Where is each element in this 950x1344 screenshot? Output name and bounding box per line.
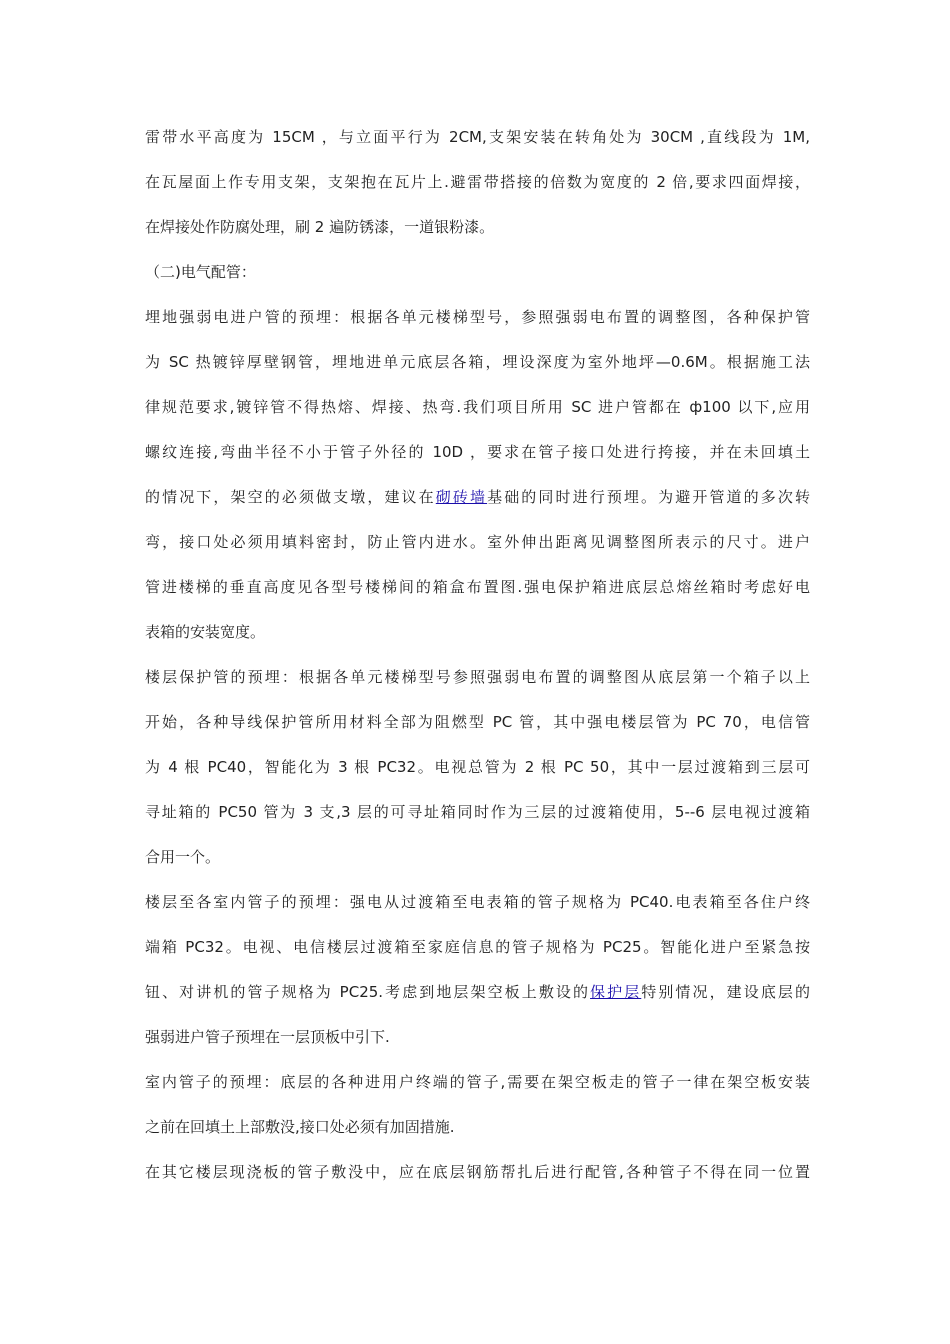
text-line: 楼层保护管的预埋：根据各单元楼梯型号参照强弱电布置的调整图从底层第一个箱子以上 bbox=[145, 668, 810, 686]
text-line: 为 4 根 PC40，智能化为 3 根 PC32。电视总管为 2 根 PC 50，其中一层过渡箱到三层可 bbox=[145, 758, 810, 776]
text-line: 在瓦屋面上作专用支架，支架抱在瓦片上.避雷带搭接的倍数为宽度的 2 倍,要求四面焊接， bbox=[145, 173, 810, 191]
text-line: 埋地强弱电进户管的预埋：根据各单元楼梯型号，参照强弱电布置的调整图，各种保护管 bbox=[145, 308, 810, 326]
text-line bbox=[145, 977, 810, 1007]
text-segment: 特别情况，建设底层的 bbox=[641, 983, 810, 1001]
text-line: 合用一个。 bbox=[145, 848, 221, 866]
text-segment: 基础的同时进行预埋。为避开管道的多次转 bbox=[487, 488, 810, 506]
section-heading: （二)电气配管： bbox=[145, 263, 256, 281]
text-line: 弯，接口处必须用填料密封，防止管内进水。室外伸出距离见调整图所表示的尺寸。进户 bbox=[145, 533, 810, 551]
text-line: 楼层至各室内管子的预埋：强电从过渡箱至电表箱的管子规格为 PC40.电表箱至各住户终 bbox=[145, 893, 810, 911]
text-line: 之前在回填土上部敷没,接口处必须有加固措施. bbox=[145, 1118, 455, 1136]
text-line: 雷带水平高度为 15CM ，与立面平行为 2CM,支架安装在转角处为 30CM ,直线段为 1M, bbox=[145, 128, 810, 146]
text-line: 管进楼梯的垂直高度见各型号楼梯间的箱盒布置图.强电保护箱进底层总熔丝箱时考虑好电 bbox=[145, 578, 810, 596]
text-segment: 钮、对讲机的管子规格为 PC25.考虑到地层架空板上敷设的 bbox=[145, 983, 591, 1001]
text-line: 在焊接处作防腐处理，刷 2 遍防锈漆，一道银粉漆。 bbox=[145, 218, 495, 236]
text-line bbox=[145, 482, 810, 512]
text-line: 为 SC 热镀锌厚壁钢管，埋地进单元底层各箱，埋设深度为室外地坪—0.6M。根据施工法 bbox=[145, 353, 810, 371]
text-segment: 的情况下，架空的必须做支墩，建议在 bbox=[145, 488, 436, 506]
masonry-wall-link[interactable]: 砌砖墙 bbox=[435, 488, 488, 506]
text-line: 在其它楼层现浇板的管子敷没中，应在底层钢筋帮扎后进行配管,各种管子不得在同一位置 bbox=[145, 1163, 810, 1181]
protective-layer-link[interactable]: 保护层 bbox=[590, 983, 642, 1001]
text-line: 开始，各种导线保护管所用材料全部为阻燃型 PC 管，其中强电楼层管为 PC 70，电信管 bbox=[145, 713, 810, 731]
document-body bbox=[145, 122, 810, 1202]
text-line: 端箱 PC32。电视、电信楼层过渡箱至家庭信息的管子规格为 PC25。智能化进户至紧急按 bbox=[145, 938, 810, 956]
text-line: 表箱的安装宽度。 bbox=[145, 623, 266, 641]
text-line: 律规范要求,镀锌管不得热熔、焊接、热弯.我们项目所用 SC 进户管都在 ф100 以下,应用 bbox=[145, 398, 810, 416]
text-line: 室内管子的预埋：底层的各种进用户终端的管子,需要在架空板走的管子一律在架空板安装 bbox=[145, 1073, 810, 1091]
text-line: 寻址箱的 PC50 管为 3 支,3 层的可寻址箱同时作为三层的过渡箱使用，5--6 层电视过渡箱 bbox=[145, 803, 810, 821]
text-line: 螺纹连接,弯曲半径不小于管子外径的 10D ，要求在管子接口处进行挎接，并在未回填土 bbox=[145, 443, 810, 461]
text-line: 强弱进户管子预埋在一层顶板中引下. bbox=[145, 1028, 390, 1046]
